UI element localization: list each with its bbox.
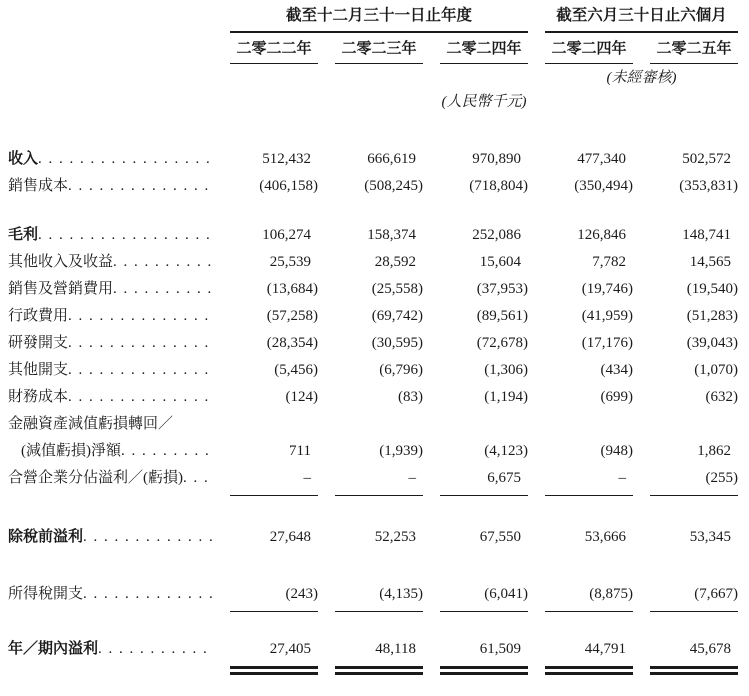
value-cell: (89,561) [476,308,528,324]
value-cell: (1,070) [694,362,738,378]
value-cell: (255) [705,470,738,486]
table-row-revenue [8,146,744,173]
value-cell: 14,565 [689,254,731,270]
value-cell: 502,572 [682,151,731,167]
value-cell: (632) [705,389,738,405]
table-row-profit-for-period [8,636,744,663]
value-cell: (350,494) [574,178,633,194]
value-cell: 512,432 [262,151,311,167]
value-cell: (508,245) [364,178,423,194]
rule-line [335,611,423,612]
value-cell: (7,667) [694,586,738,602]
table-row-impairment-net [8,438,744,465]
rule-line [230,495,318,496]
value-cell: (30,595) [371,335,423,351]
value-cell: 67,550 [479,529,521,545]
value-cell: 148,741 [682,227,731,243]
table-row-other-income [8,249,744,276]
row-label: 除稅前溢利 [8,529,84,545]
header-year-columns [8,33,744,64]
value-cell: 27,648 [269,529,311,545]
value-cell: (4,135) [379,586,423,602]
row-label: 所得稅開支 [8,586,84,602]
value-cell: (4,123) [484,443,528,459]
value-cell: (72,678) [476,335,528,351]
table-row-cost-of-sales [8,173,744,200]
value-cell: 45,678 [689,641,731,657]
value-cell: (6,041) [484,586,528,602]
row-label: 合營企業分佔溢利／(虧損) [8,470,183,486]
value-cell: (19,746) [581,281,633,297]
period-group-interim-title: 截至六月三十日止六個月 [545,6,738,33]
value-cell: 7,782 [592,254,626,270]
column-header-2024: 二零二四年 [440,33,528,64]
dot-leader [38,222,213,249]
value-cell: (39,043) [686,335,738,351]
dot-leader [113,249,213,276]
table-row-selling-expenses [8,276,744,303]
dot-leader [83,581,213,608]
value-cell: 27,405 [269,641,311,657]
dot-leader [68,330,213,357]
value-cell: (51,283) [686,308,738,324]
row-label: 金融資產減值虧損轉回／ [8,416,174,432]
row-label: (減值虧損)淨額 [21,443,121,459]
unaudited-note: (未經審核) [606,70,677,86]
value-cell: (353,831) [679,178,738,194]
dot-leader [83,524,213,551]
row-label: 年／期內溢利 [8,641,99,657]
dot-leader [68,173,213,200]
value-cell: – [408,470,416,486]
table-row-rd-expenses [8,330,744,357]
value-cell: (124) [285,389,318,405]
dot-leader [38,146,213,173]
rule-line [650,495,738,496]
value-cell: (17,176) [581,335,633,351]
value-cell: 53,345 [689,529,731,545]
row-label: 其他收入及收益 [8,254,114,270]
value-cell: (699) [600,389,633,405]
table-row-finance-costs [8,384,744,411]
value-cell: (948) [600,443,633,459]
value-cell: (19,540) [686,281,738,297]
column-header-interim-2024: 二零二四年 [545,33,633,64]
row-label: 銷售及營銷費用 [8,281,114,297]
value-cell: (25,558) [371,281,423,297]
value-cell: 126,846 [577,227,626,243]
double-rule-line [335,666,423,675]
value-cell: 53,666 [584,529,626,545]
value-cell: 106,274 [262,227,311,243]
spacer [8,200,744,222]
table-row-profit-before-tax [8,524,744,551]
value-cell: 15,604 [479,254,521,270]
double-rule-line [440,666,528,675]
dot-leader [121,438,213,465]
value-cell: (5,456) [274,362,318,378]
value-cell: (41,959) [581,308,633,324]
value-cell: 477,340 [577,151,626,167]
table-row-gross-profit [8,222,744,249]
rule-line [650,611,738,612]
row-label: 行政費用 [8,308,69,324]
value-cell: 970,890 [472,151,521,167]
subtotal-divider [8,495,744,496]
value-cell: (1,194) [484,389,528,405]
value-cell: – [303,470,311,486]
row-label: 銷售成本 [8,178,69,194]
value-cell: (28,354) [266,335,318,351]
rule-line [545,611,633,612]
rule-line [440,495,528,496]
value-cell: 158,374 [367,227,416,243]
value-cell: (243) [285,586,318,602]
value-cell: 52,253 [374,529,416,545]
table-row-income-tax [8,581,744,608]
double-rule-line [545,666,633,675]
dot-leader [113,276,213,303]
column-header-2023: 二零二三年 [335,33,423,64]
table-row-other-expenses [8,357,744,384]
rule-line [440,611,528,612]
header-period-groups [8,6,744,33]
row-label: 財務成本 [8,389,69,405]
table-body [8,146,744,675]
value-cell: 1,862 [697,443,731,459]
subtotal-divider [8,611,744,612]
table-row-admin-expenses [8,303,744,330]
double-rule-line [650,666,738,675]
value-cell: (83) [398,389,423,405]
row-label: 其他開支 [8,362,69,378]
value-cell: (434) [600,362,633,378]
table-row-impairment-label [8,411,744,438]
value-cell: 61,509 [479,641,521,657]
value-cell: (406,158) [259,178,318,194]
dot-leader [98,636,213,663]
table-row-jv-share [8,465,744,492]
value-cell: (1,939) [379,443,423,459]
value-cell: 6,675 [487,470,521,486]
value-cell: 28,592 [374,254,416,270]
double-rule-line [230,666,318,675]
rule-line [545,495,633,496]
dot-leader [68,357,213,384]
value-cell: (37,953) [476,281,528,297]
value-cell: (69,742) [371,308,423,324]
value-cell: (57,258) [266,308,318,324]
row-label: 研發開支 [8,335,69,351]
value-cell: 44,791 [584,641,626,657]
header-unit-row [8,89,744,113]
value-cell: 666,619 [367,151,416,167]
value-cell: (1,306) [484,362,528,378]
rule-line [230,611,318,612]
value-cell: – [618,470,626,486]
row-label: 收入 [8,151,39,167]
value-cell: (8,875) [589,586,633,602]
value-cell: (6,796) [379,362,423,378]
dot-leader [183,465,213,492]
value-cell: (718,804) [469,178,528,194]
column-header-2022: 二零二二年 [230,33,318,64]
column-header-interim-2025: 二零二五年 [650,33,738,64]
value-cell: 711 [289,443,311,459]
total-divider [8,666,744,675]
rule-line [335,495,423,496]
dot-leader [68,303,213,330]
value-cell: (13,684) [266,281,318,297]
currency-unit-note: (人民幣千元) [441,94,527,110]
value-cell: 25,539 [269,254,311,270]
value-cell: 48,118 [375,641,416,657]
row-label: 毛利 [8,227,39,243]
period-group-annual-title: 截至十二月三十一日止年度 [230,6,528,33]
dot-leader [68,384,213,411]
header-unaudited-row [8,64,744,89]
value-cell: 252,086 [472,227,521,243]
